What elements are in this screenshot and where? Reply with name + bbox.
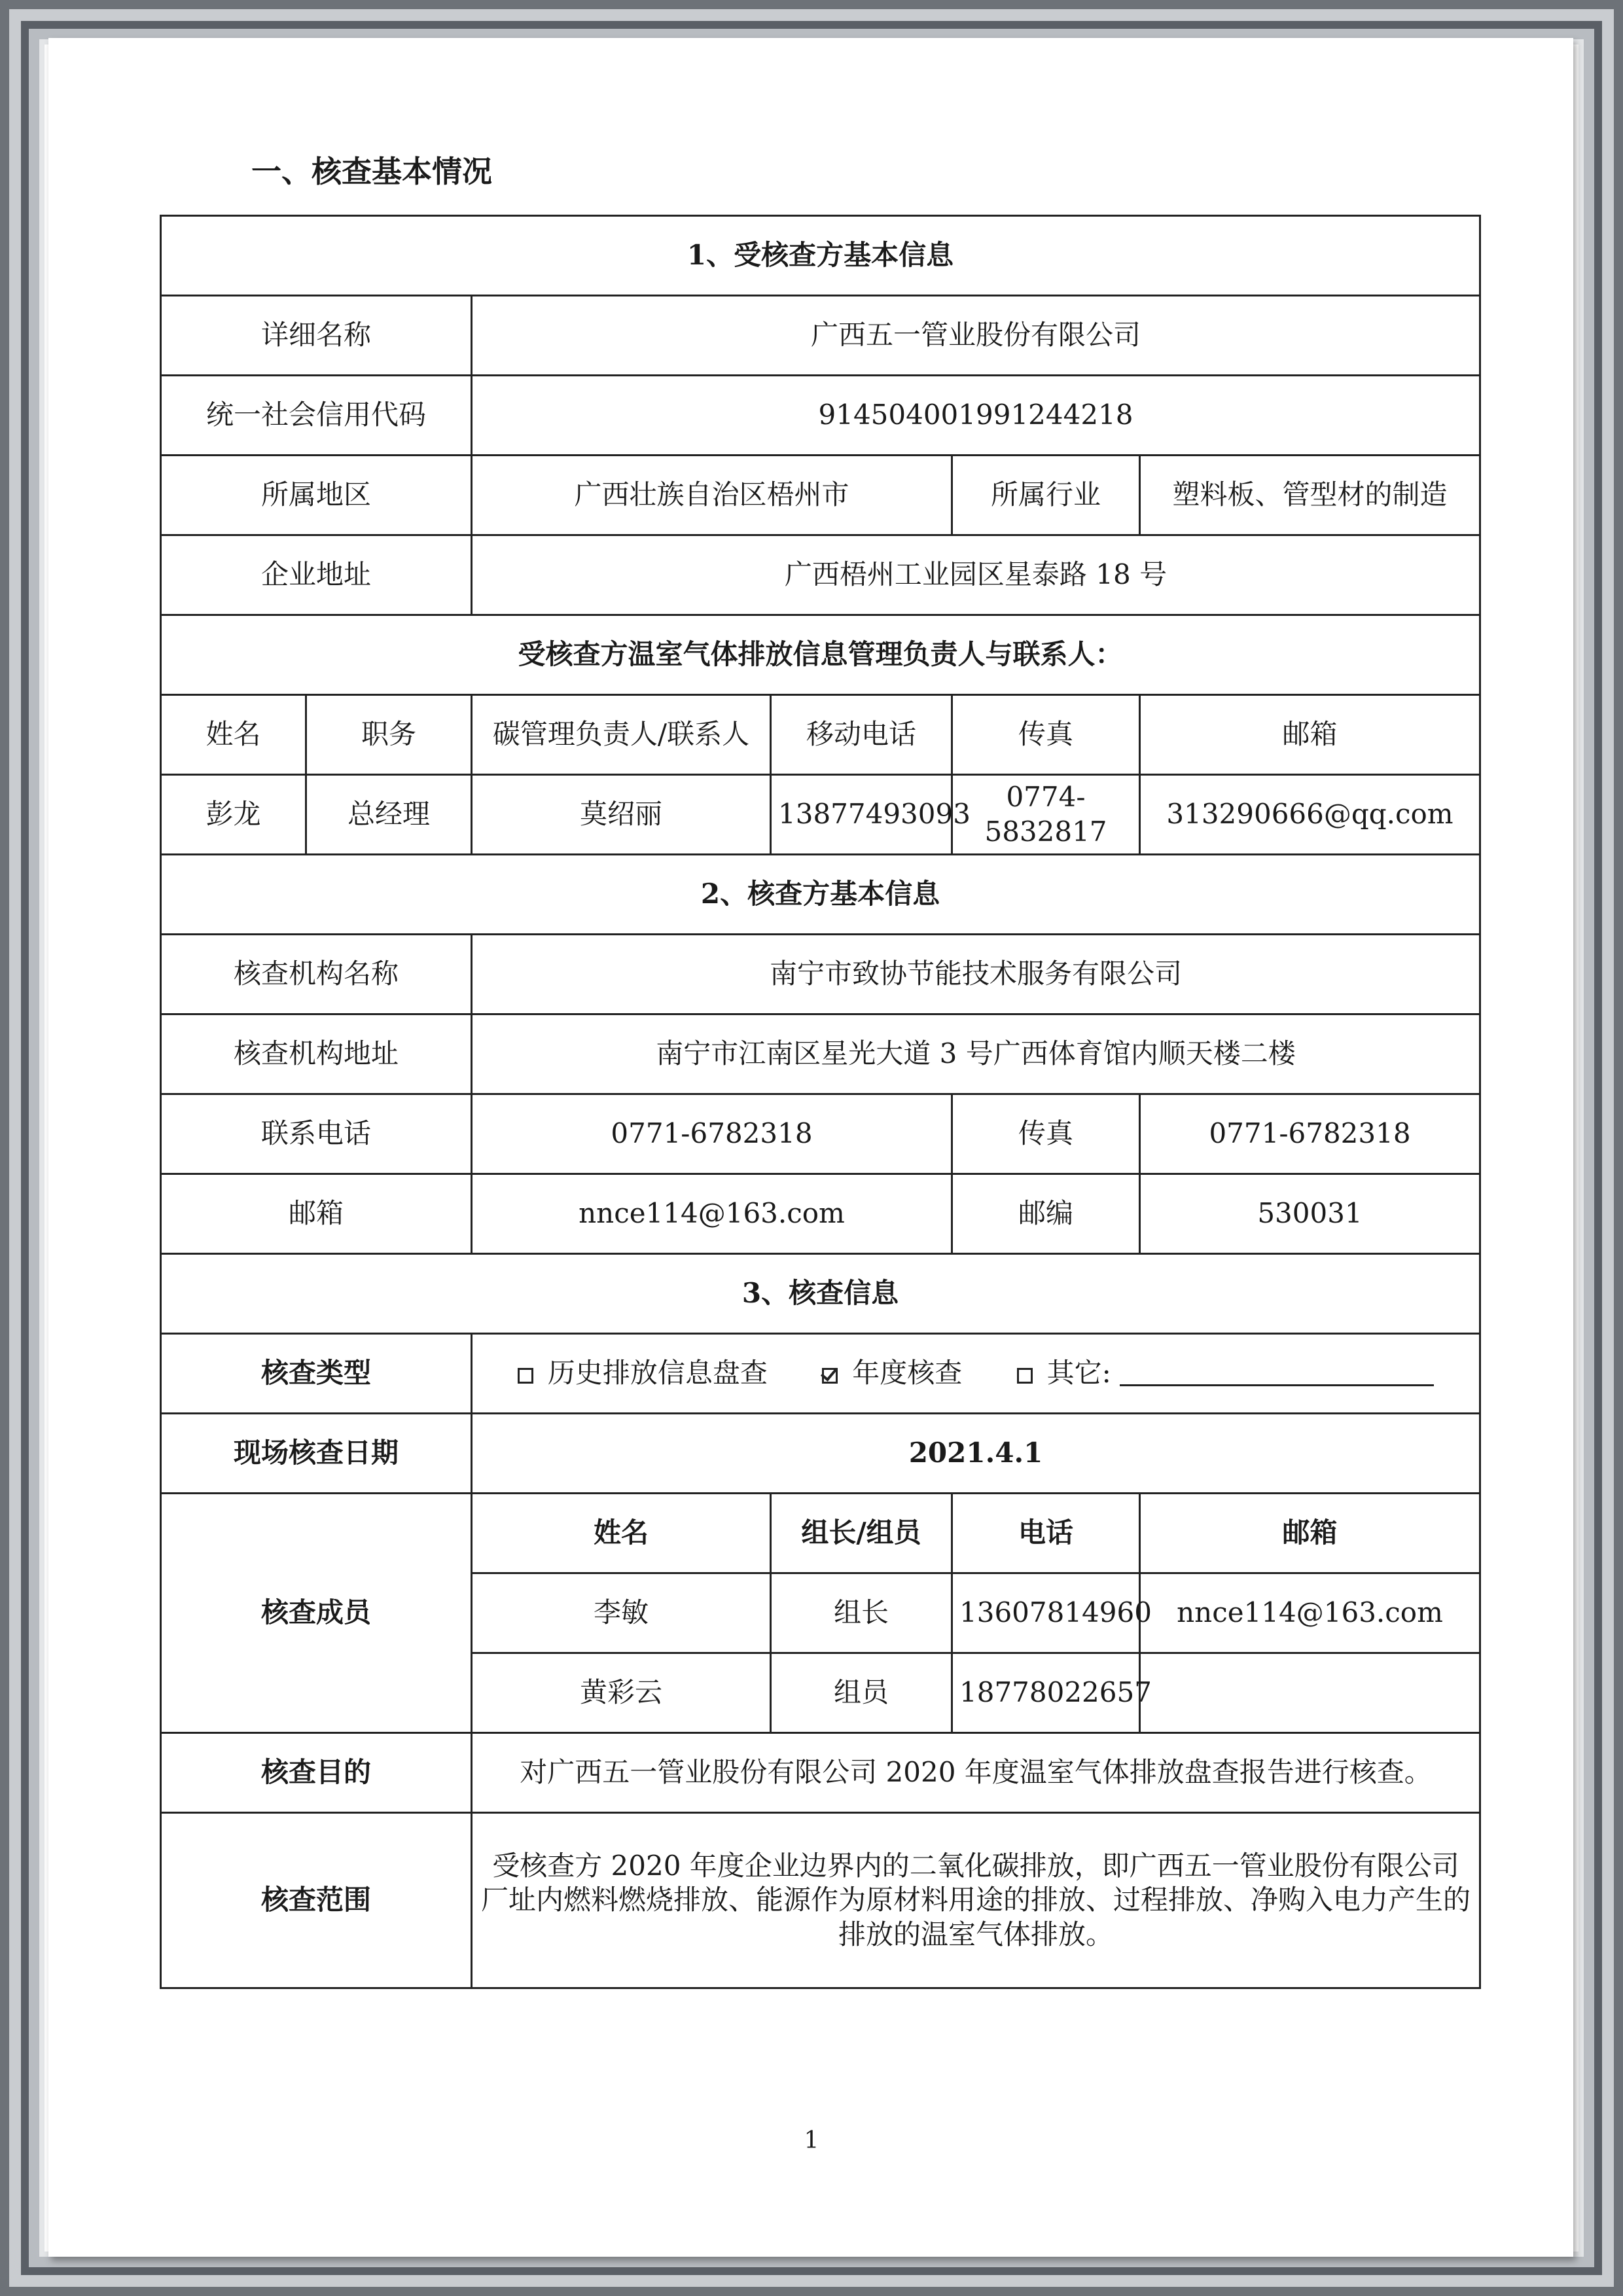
option-history-label: 历史排放信息盘查: [547, 1357, 768, 1390]
member-header-role: 组长/组员: [771, 1494, 952, 1573]
contact-header-mobile: 移动电话: [771, 695, 952, 775]
checkbox-annual-checked-icon[interactable]: [822, 1368, 838, 1384]
checkbox-other-icon[interactable]: [1017, 1368, 1033, 1384]
other-blank-line[interactable]: [1120, 1365, 1434, 1386]
org-address-value: 南宁市江南区星光大道 3 号广西体育馆内顺天楼二楼: [472, 1014, 1480, 1094]
member-phone: 18778022657: [952, 1653, 1140, 1733]
scope-label: 核查范围: [161, 1813, 472, 1988]
credit-code-value: 914504001991244218: [472, 376, 1480, 456]
company-name-label: 详细名称: [161, 296, 472, 376]
member-email: nnce114@163.com: [1140, 1573, 1480, 1653]
org-name-label: 核查机构名称: [161, 935, 472, 1014]
option-annual[interactable]: [822, 1357, 962, 1389]
member-email: [1140, 1653, 1480, 1733]
contact-carbon-manager: 莫绍丽: [472, 775, 771, 855]
purpose-label: 核查目的: [161, 1733, 472, 1813]
inspection-type-options: [472, 1334, 1480, 1414]
org-email-value: nnce114@163.com: [472, 1174, 952, 1254]
option-annual-label: 年度核查: [852, 1357, 963, 1390]
site-date-value: 2021.4.1: [472, 1414, 1480, 1494]
org-zip-value: 530031: [1140, 1174, 1480, 1254]
industry-label: 所属行业: [952, 456, 1140, 535]
member-header-phone: 电话: [952, 1494, 1140, 1573]
contact-mobile: 13877493093: [771, 775, 952, 855]
member-role: 组长: [771, 1573, 952, 1653]
contact-name: 彭龙: [161, 775, 306, 855]
scope-value: 受核查方 2020 年度企业边界内的二氧化碳排放，即广西五一管业股份有限公司厂址内燃料燃烧排放、能源作为原材料用途的排放、过程排放、净购入电力产生的排放的温室气体排放。: [472, 1813, 1480, 1988]
purpose-value: 对广西五一管业股份有限公司 2020 年度温室气体排放盘查报告进行核查。: [472, 1733, 1480, 1813]
org-phone-value: 0771-6782318: [472, 1094, 952, 1174]
credit-code-label: 统一社会信用代码: [161, 376, 472, 456]
option-other-label: 其它:: [1046, 1357, 1111, 1390]
contact-header-name: 姓名: [161, 695, 306, 775]
org-address-label: 核查机构地址: [161, 1014, 472, 1094]
s3-title: 3、核查信息: [161, 1254, 1480, 1334]
contact-heading: 受核查方温室气体排放信息管理负责人与联系人：: [161, 615, 1480, 695]
industry-value: 塑料板、管型材的制造: [1140, 456, 1480, 535]
contact-header-carbon-manager: 碳管理负责人/联系人: [472, 695, 771, 775]
org-phone-label: 联系电话: [161, 1094, 472, 1174]
member-phone: 13607814960: [952, 1573, 1140, 1653]
org-name-value: 南宁市致协节能技术服务有限公司: [472, 935, 1480, 1014]
contact-header-title: 职务: [306, 695, 472, 775]
org-fax-label: 传真: [952, 1094, 1140, 1174]
region-label: 所属地区: [161, 456, 472, 535]
member-name: 黄彩云: [472, 1653, 771, 1733]
members-label: 核查成员: [161, 1494, 472, 1733]
s2-title: 2、核查方基本信息: [161, 855, 1480, 935]
member-name: 李敏: [472, 1573, 771, 1653]
contact-header-email: 邮箱: [1140, 695, 1480, 775]
checkbox-history-icon[interactable]: [518, 1368, 533, 1384]
option-other[interactable]: [1017, 1357, 1435, 1389]
inspection-type-label: 核查类型: [161, 1334, 472, 1414]
address-value: 广西梧州工业园区星泰路 18 号: [472, 535, 1480, 615]
member-header-name: 姓名: [472, 1494, 771, 1573]
region-value: 广西壮族自治区梧州市: [472, 456, 952, 535]
member-header-email: 邮箱: [1140, 1494, 1480, 1573]
section-title: 一、核查基本情况: [251, 154, 492, 189]
inspection-info-table: [160, 215, 1481, 1989]
member-role: 组员: [771, 1653, 952, 1733]
page-number: 1: [804, 2127, 819, 2154]
company-name-value: 广西五一管业股份有限公司: [472, 296, 1480, 376]
org-zip-label: 邮编: [952, 1174, 1140, 1254]
org-fax-value: 0771-6782318: [1140, 1094, 1480, 1174]
s1-title: 1、受核查方基本信息: [161, 216, 1480, 296]
contact-title: 总经理: [306, 775, 472, 855]
contact-header-fax: 传真: [952, 695, 1140, 775]
contact-email: 313290666@qq.com: [1140, 775, 1480, 855]
address-label: 企业地址: [161, 535, 472, 615]
contact-fax: 0774-5832817: [952, 775, 1140, 855]
org-email-label: 邮箱: [161, 1174, 472, 1254]
option-history[interactable]: [518, 1357, 768, 1389]
site-date-label: 现场核查日期: [161, 1414, 472, 1494]
